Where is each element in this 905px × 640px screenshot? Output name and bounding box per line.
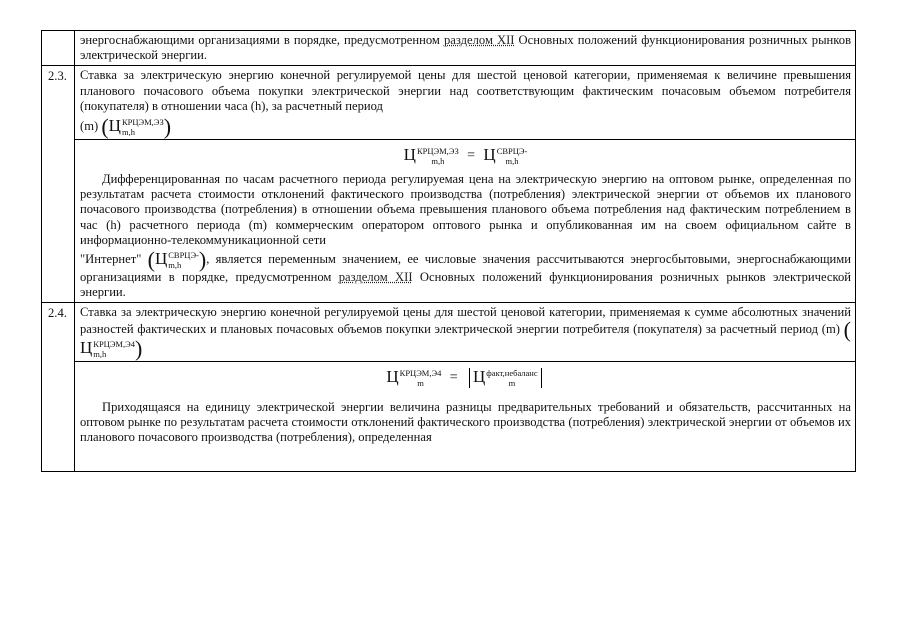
table-row	[42, 303, 856, 361]
explanation-paragraph	[80, 172, 851, 248]
row-formula-cell	[75, 140, 856, 303]
text: "Интернет"	[80, 251, 142, 266]
definition-text: Ставка за электрическую энергию конечной регулируемой цены для шестой ценовой категории, применяемая к сумме абсолютных значений разностей фактических и плановых почасовых объемов покупки электрической энергии потребителя (покупателя) за расчетный период (m) ( Ц КРЦЭМ,Э4 m,h )	[80, 305, 851, 361]
continuation-paragraph	[80, 33, 851, 63]
explanation-paragraph-cont: "Интернет" ( Ц СВРЦЭ- m,h ), является переменным значением, ее числовые значения рассчитываются энергосбытовыми, энергоснабжающими организациями в порядке, предусмотренном разделом XII Основных положений функционирования розничных рынков электрической энергии.	[80, 247, 851, 300]
text: Приходящаяся на единицу электрической энергии величина разницы предварительных требований и обязательств, рассчитанных на оптовом рынке по результатам расчета стоимости отклонений фактического производства (потребления) электрической энергии от объемов их планового почасового производства (потребления), определенная	[80, 399, 851, 445]
price-symbol: Ц КРЦЭМ,Э4 m,h	[80, 337, 135, 359]
section-link[interactable]: разделом XII	[338, 270, 413, 285]
row-number: 2.3.	[42, 66, 75, 303]
text: Основных положений функционирования розничных рынков электрической энергии.	[80, 270, 851, 300]
explanation-paragraph	[80, 400, 851, 446]
table-row	[42, 31, 856, 66]
row-content-cell	[75, 31, 856, 66]
formula: Ц КРЦЭМ,ЭЗ m,h = Ц СВРЦЭ- m,h	[403, 145, 528, 167]
definition-text	[80, 68, 851, 114]
formula: Ц КРЦЭМ,Э4 m = Ц факт,небаланс m	[80, 368, 851, 388]
table-row	[42, 66, 856, 140]
text: Ставка за электрическую энергию конечной регулируемой цены для шестой ценовой категории, применяемая к сумме абсолютных значений разностей фактических и плановых почасовых объемов покупки электрической энергии потребителя (покупателя) за расчетный период (m)	[80, 305, 851, 336]
period-line: (m) ( Ц КРЦЭМ,ЭЗ m,h )	[80, 114, 172, 140]
row-definition-cell	[75, 66, 856, 140]
text: Дифференцированная по часам расчетного периода регулируемая цена на электрическую энергию на оптовом рынке, определенная по результатам расчета стоимости отклонений фактического производства (потребления) электрической энергии от объемов их планового почасового производства (потребления) в отношении объема превышения планового объема потребления над фактическим потреблением в час (h) расчетного периода (m) коммерческим оператором оптового рынка и опубликованная им на своем официальном сайте в информационно-телекоммуникационной сети	[80, 172, 851, 247]
tariff-table	[41, 30, 856, 472]
price-symbol: Ц КРЦЭМ,ЭЗ m,h	[108, 116, 164, 138]
row-number-cell	[42, 31, 75, 66]
row-definition-cell	[75, 303, 856, 361]
text: Основных положений функционирования розничных рынков электрической энергии.	[80, 33, 852, 63]
text: Ставка за электрическую энергию конечной регулируемой цены для шестой ценовой категории, применяемая к величине превышения планового почасового объема покупки электрической энергии над соответствующим фактическим почасовым объемом потребителя (покупателя) в отношении часа (h), за расчетный период	[80, 68, 851, 113]
period-label: (m)	[80, 118, 99, 133]
row-number: 2.4.	[42, 303, 75, 471]
table-row	[42, 140, 856, 303]
price-symbol: Ц СВРЦЭ- m,h	[154, 249, 199, 271]
section-link[interactable]: разделом XII	[443, 33, 515, 47]
text: энергоснабжающими организациями в порядке, предусмотренном	[80, 33, 444, 47]
table-row	[42, 361, 856, 471]
text: , является переменным значением, ее числовые значения рассчитываются энергосбытовыми, энергоснабжающими организациями в порядке, предусмотренном	[80, 251, 851, 285]
row-formula-cell	[75, 361, 856, 471]
